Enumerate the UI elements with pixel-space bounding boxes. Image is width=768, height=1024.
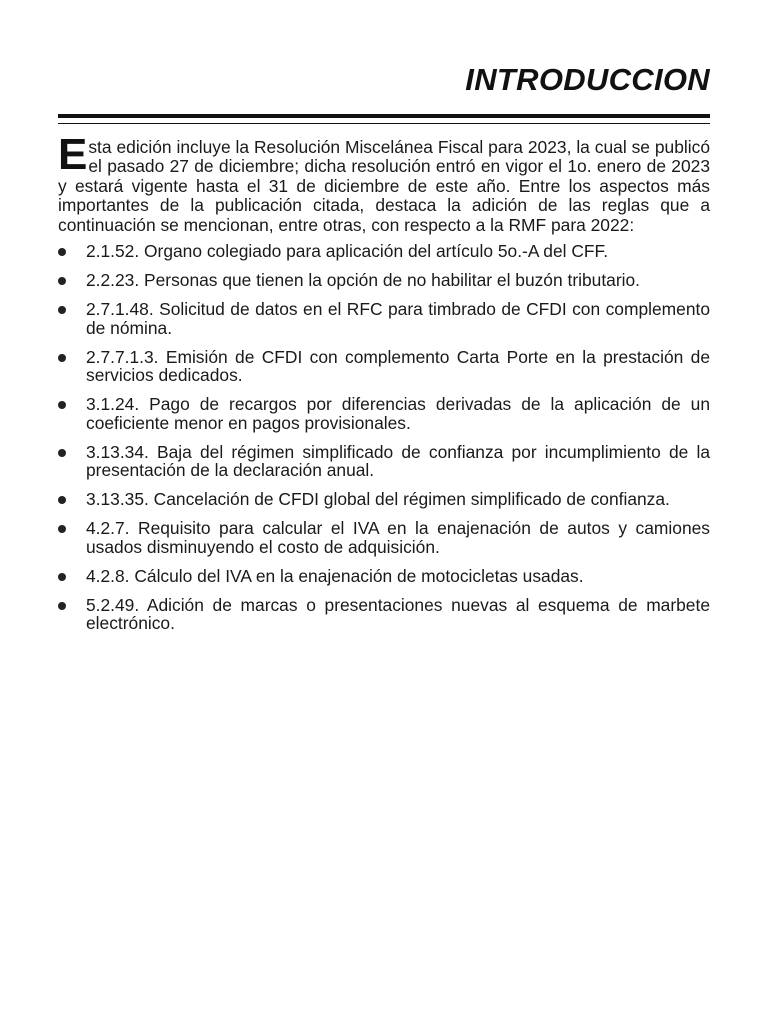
list-item-text: 2.7.1.48. Solicitud de datos en el RFC para timbrado de CFDI con complemento de nómina.	[86, 299, 710, 338]
bullet-icon	[58, 525, 66, 533]
intro-text: sta edición incluye la Resolución Miscelánea Fiscal para 2023, la cual se publicó el pasado 27 de diciembre; dicha resolución entró en vigor el 1o. enero de 2023 y estará vigente hasta el 31 de diciembre de este año. Entre los aspectos más importantes de la publicación citada, destaca la adición de las reglas que a continuación se mencionan, entre otras, con respecto a la RMF para 2022:	[58, 137, 710, 235]
bullet-icon	[58, 401, 66, 409]
list-item-text: 3.13.35. Cancelación de CFDI global del régimen simplificado de confianza.	[86, 489, 670, 510]
bullet-icon	[58, 248, 66, 256]
list-item-text: 5.2.49. Adición de marcas o presentaciones nuevas al esquema de marbete electrónico.	[86, 594, 710, 634]
list-item	[58, 443, 710, 480]
list-item	[58, 300, 710, 337]
bullet-icon	[58, 354, 66, 362]
list-item-text: 4.2.8. Cálculo del IVA en la enajenación de motocicletas usadas.	[86, 565, 584, 586]
intro-paragraph	[58, 130, 710, 235]
list-item	[58, 348, 710, 385]
page-title: INTRODUCCION	[465, 62, 710, 97]
list-item	[58, 490, 710, 509]
bullet-icon	[58, 449, 66, 457]
list-item	[58, 519, 710, 556]
title-rule-thin	[58, 123, 710, 124]
drop-cap: E	[58, 130, 88, 179]
list-item-text: 2.2.23. Personas que tienen la opción de no habilitar el buzón tributario.	[86, 270, 640, 291]
bullet-icon	[58, 277, 66, 285]
title-rule-thick	[58, 114, 710, 118]
rules-list	[58, 242, 710, 633]
list-item	[58, 395, 710, 432]
bullet-icon	[58, 496, 66, 504]
list-item-text: 2.1.52. Organo colegiado para aplicación del artículo 5o.-A del CFF.	[86, 241, 609, 262]
list-item	[58, 596, 710, 633]
list-item-text: 3.13.34. Baja del régimen simplificado de confianza por incumplimiento de la presentación de la declaración anual.	[86, 441, 710, 481]
bullet-icon	[58, 306, 66, 314]
list-item-text: 3.1.24. Pago de recargos por diferencias derivadas de la aplicación de un coeficiente menor en pagos provisionales.	[86, 394, 710, 433]
list-item	[58, 271, 710, 290]
document-body	[58, 130, 710, 643]
bullet-icon	[58, 573, 66, 581]
bullet-icon	[58, 602, 66, 610]
list-item	[58, 242, 710, 261]
list-item-text: 2.7.7.1.3. Emisión de CFDI con complemento Carta Porte en la prestación de servicios dedicados.	[86, 346, 710, 386]
list-item-text: 4.2.7. Requisito para calcular el IVA en la enajenación de autos y camiones usados disminuyendo el costo de adquisición.	[86, 518, 710, 557]
list-item	[58, 567, 710, 586]
